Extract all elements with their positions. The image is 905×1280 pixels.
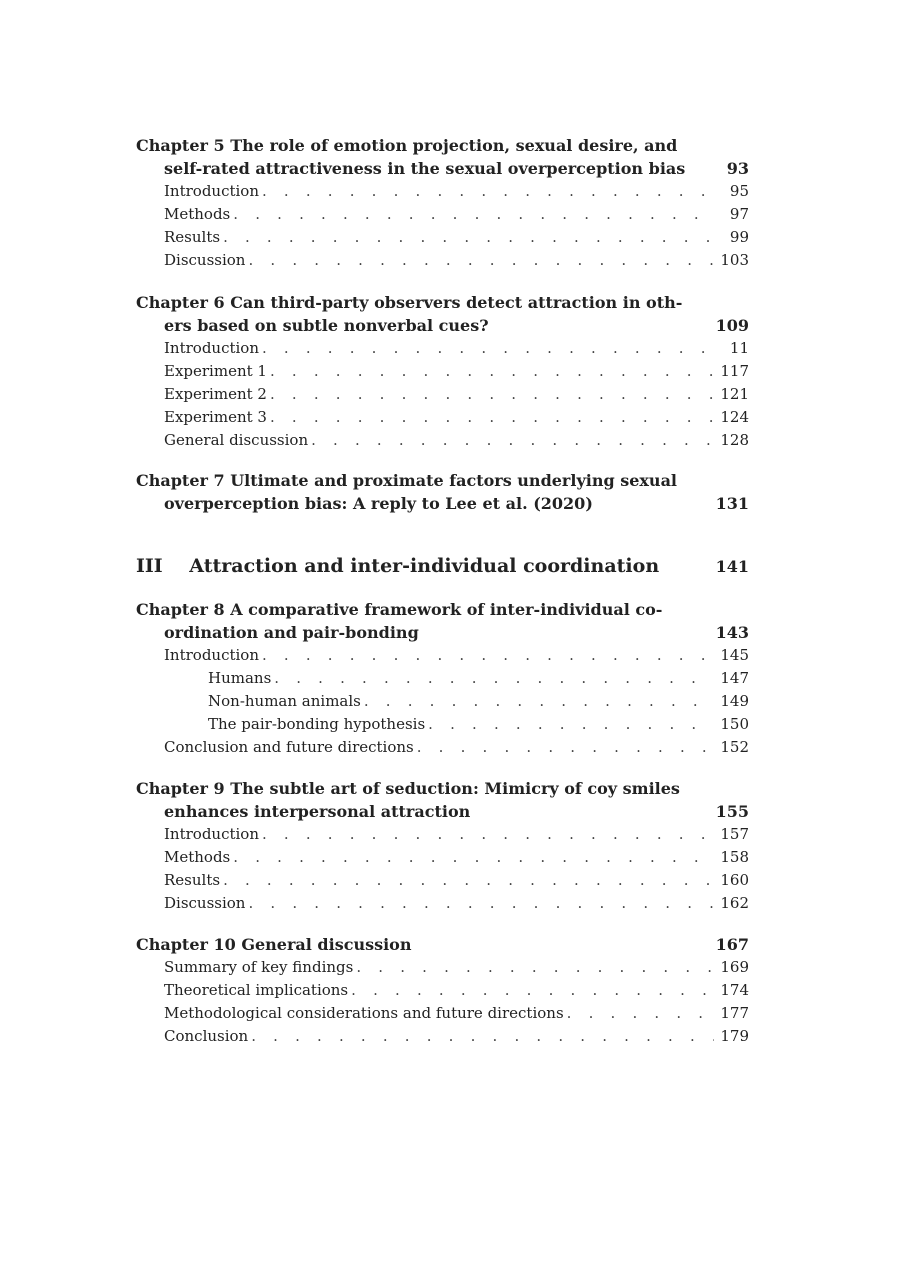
dot-leader bbox=[356, 956, 714, 979]
toc-entry-page: 177 bbox=[720, 1004, 749, 1022]
toc-entry-label: Summary of key findings bbox=[164, 958, 354, 976]
toc-entry[interactable] bbox=[136, 823, 749, 846]
chapter-title[interactable] bbox=[136, 291, 749, 337]
dot-leader bbox=[233, 846, 714, 869]
toc-entry-page: 124 bbox=[720, 408, 749, 426]
toc-entry[interactable] bbox=[136, 869, 749, 892]
toc-entry-label: Results bbox=[164, 228, 221, 246]
chapter-title-line1: Chapter 6 Can third-party observers detect attraction in oth- bbox=[136, 293, 683, 312]
toc-entry-page: 149 bbox=[720, 692, 749, 710]
chapter-title-line2: ordination and pair-bonding bbox=[164, 623, 419, 642]
chapter-title[interactable] bbox=[136, 777, 749, 823]
dot-leader bbox=[567, 1002, 715, 1025]
chapter-title-line2: enhances interpersonal attraction bbox=[164, 802, 471, 821]
chapter-title-line1: Chapter 7 Ultimate and proximate factors underlying sexual bbox=[136, 471, 678, 490]
chapter-title-line2: self-rated attractiveness in the sexual overperception bias bbox=[164, 159, 686, 178]
toc-entry[interactable] bbox=[136, 249, 749, 272]
toc-entry-label: Introduction bbox=[164, 339, 259, 357]
toc-entry-label: Non-human animals bbox=[208, 692, 361, 710]
toc-entry[interactable] bbox=[136, 383, 749, 406]
toc-entry-page: 150 bbox=[720, 715, 749, 733]
chapter-page-number: 143 bbox=[715, 623, 749, 642]
dot-leader bbox=[262, 180, 715, 203]
toc-entry-page: 95 bbox=[729, 182, 749, 200]
toc-entry-page: 169 bbox=[720, 958, 749, 976]
dot-leader bbox=[311, 429, 714, 452]
toc-entry[interactable] bbox=[136, 360, 749, 383]
chapter-title[interactable] bbox=[136, 134, 749, 180]
toc-entry-label: Experiment 3 bbox=[164, 408, 267, 426]
toc-entry-page: 99 bbox=[729, 228, 749, 246]
toc-entry-page: 11 bbox=[729, 339, 749, 357]
dot-leader bbox=[251, 1025, 714, 1048]
toc-entry[interactable] bbox=[136, 979, 749, 1002]
chapter-page-number: 167 bbox=[715, 935, 749, 954]
toc-entry[interactable] bbox=[136, 226, 749, 249]
toc-entry[interactable] bbox=[136, 1025, 749, 1048]
toc-subentry[interactable] bbox=[136, 713, 749, 736]
toc-entry[interactable] bbox=[136, 406, 749, 429]
toc-entry-page: 157 bbox=[720, 825, 749, 843]
toc-entry-label: The pair-bonding hypothesis bbox=[208, 715, 426, 733]
part-number: III bbox=[136, 555, 163, 577]
toc-entry-label: Theoretical implications bbox=[164, 981, 349, 999]
toc-entry[interactable] bbox=[136, 956, 749, 979]
toc-entry-label: Conclusion and future directions bbox=[164, 738, 414, 756]
dot-leader bbox=[351, 979, 714, 1002]
dot-leader bbox=[270, 383, 714, 406]
toc-entry[interactable] bbox=[136, 846, 749, 869]
chapter-10 bbox=[136, 933, 749, 1048]
toc-entry-label: Introduction bbox=[164, 825, 259, 843]
chapter-page-number: 131 bbox=[715, 494, 749, 513]
dot-leader bbox=[233, 203, 715, 226]
toc-entry-page: 117 bbox=[720, 362, 749, 380]
toc-entry-label: Methods bbox=[164, 205, 231, 223]
toc-entry[interactable] bbox=[136, 892, 749, 915]
chapter-page-number: 155 bbox=[715, 802, 749, 821]
toc-entry-page: 158 bbox=[720, 848, 749, 866]
part-title-group bbox=[136, 555, 659, 577]
toc-entry[interactable] bbox=[136, 1002, 749, 1025]
toc-entry-page: 121 bbox=[720, 385, 749, 403]
toc-entry[interactable] bbox=[136, 429, 749, 452]
part-page-number: 141 bbox=[715, 557, 749, 576]
toc-entry-page: 174 bbox=[720, 981, 749, 999]
toc-entry-label: Results bbox=[164, 871, 221, 889]
toc-entry-label: Experiment 1 bbox=[164, 362, 267, 380]
dot-leader bbox=[223, 869, 714, 892]
toc-entry-page: 162 bbox=[720, 894, 749, 912]
toc-entry-page: 103 bbox=[720, 251, 749, 269]
chapter-7 bbox=[136, 469, 749, 515]
toc-entry[interactable] bbox=[136, 203, 749, 226]
toc-entry-label: Discussion bbox=[164, 894, 246, 912]
dot-leader bbox=[248, 892, 714, 915]
toc-entry-page: 147 bbox=[720, 669, 749, 687]
toc-entry[interactable] bbox=[136, 180, 749, 203]
dot-leader bbox=[248, 249, 714, 272]
dot-leader bbox=[364, 690, 714, 713]
toc-entry-page: 160 bbox=[720, 871, 749, 889]
chapter-title-line2: overperception bias: A reply to Lee et al. (2020) bbox=[164, 494, 593, 513]
dot-leader bbox=[262, 823, 714, 846]
toc-entry[interactable] bbox=[136, 736, 749, 759]
toc-subentry[interactable] bbox=[136, 690, 749, 713]
toc-entry-page: 179 bbox=[720, 1027, 749, 1045]
toc-entry-label: Humans bbox=[208, 669, 272, 687]
toc-entry-label: Discussion bbox=[164, 251, 246, 269]
chapter-title[interactable] bbox=[136, 469, 749, 515]
dot-leader bbox=[417, 736, 715, 759]
chapter-title-line1: Chapter 9 The subtle art of seduction: Mimicry of coy smiles bbox=[136, 779, 680, 798]
toc-entry-label: Methodological considerations and future directions bbox=[164, 1004, 564, 1022]
chapter-page-number: 109 bbox=[715, 316, 749, 335]
chapter-8 bbox=[136, 598, 749, 759]
chapter-title-line1: Chapter 8 A comparative framework of inter-individual co- bbox=[136, 600, 663, 619]
toc-entry-page: 145 bbox=[720, 646, 749, 664]
chapter-6 bbox=[136, 291, 749, 452]
toc-entry-label: Experiment 2 bbox=[164, 385, 267, 403]
toc-entry-page: 97 bbox=[729, 205, 749, 223]
toc-entry[interactable] bbox=[136, 644, 749, 667]
toc-subentry[interactable] bbox=[136, 667, 749, 690]
part-heading[interactable] bbox=[136, 555, 749, 577]
dot-leader bbox=[223, 226, 715, 249]
dot-leader bbox=[270, 360, 714, 383]
toc-entry-label: Methods bbox=[164, 848, 231, 866]
toc-entry-label: Introduction bbox=[164, 182, 259, 200]
chapter-title[interactable] bbox=[136, 933, 749, 956]
toc-entry-label: Conclusion bbox=[164, 1027, 249, 1045]
chapter-title[interactable] bbox=[136, 598, 749, 644]
chapter-page-number: 93 bbox=[726, 159, 749, 178]
toc-entry-label: General discussion bbox=[164, 431, 309, 449]
dot-leader bbox=[274, 667, 714, 690]
toc-entry-label: Introduction bbox=[164, 646, 259, 664]
chapter-title-line1: Chapter 10 General discussion bbox=[136, 935, 412, 954]
dot-leader bbox=[270, 406, 714, 429]
toc-entry-page: 152 bbox=[720, 738, 749, 756]
toc-entry[interactable] bbox=[136, 337, 749, 360]
part-title: Attraction and inter-individual coordination bbox=[189, 555, 660, 577]
dot-leader bbox=[262, 644, 714, 667]
dot-leader bbox=[262, 337, 715, 360]
dot-leader bbox=[428, 713, 714, 736]
chapter-title-line2: ers based on subtle nonverbal cues? bbox=[164, 316, 489, 335]
chapter-9 bbox=[136, 777, 749, 915]
chapter-5 bbox=[136, 134, 749, 272]
toc-entry-page: 128 bbox=[720, 431, 749, 449]
chapter-title-line1: Chapter 5 The role of emotion projection, sexual desire, and bbox=[136, 136, 678, 155]
